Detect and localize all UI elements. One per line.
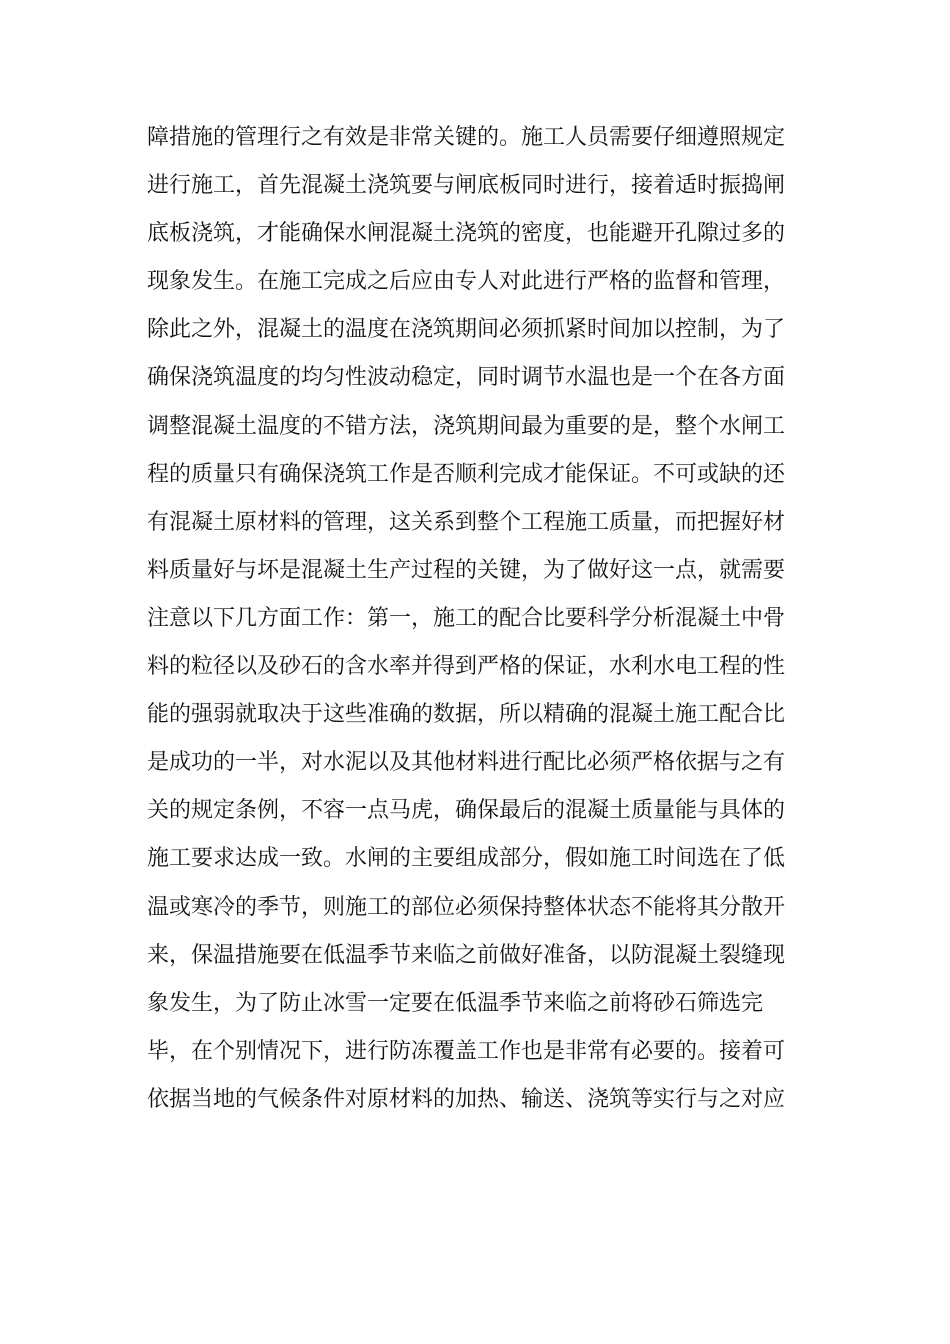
- text-line: 现象发生。在施工完成之后应由专人对此进行严格的监督和管理，: [147, 269, 786, 295]
- text-line: 是成功的一半，对水泥以及其他材料进行配比必须严格依据与之有: [147, 750, 786, 776]
- text-line: 除此之外，混凝土的温度在浇筑期间必须抓紧时间加以控制，为了: [147, 317, 786, 343]
- text-line: 进行施工，首先混凝土浇筑要与闸底板同时进行，接着适时振捣闸: [147, 173, 786, 199]
- text-line: 障措施的管理行之有效是非常关键的。施工人员需要仔细遵照规定: [147, 125, 786, 150]
- text-line: 温或寒冷的季节，则施工的部位必须保持整体状态不能将其分散开: [147, 894, 786, 920]
- text-line: 程的质量只有确保浇筑工作是否顺利完成才能保证。不可或缺的还: [147, 461, 786, 487]
- text-line: 确保浇筑温度的均匀性波动稳定，同时调节水温也是一个在各方面: [147, 365, 786, 391]
- text-line: 料质量好与坏是混凝土生产过程的关键，为了做好这一点，就需要: [147, 557, 786, 583]
- body-text: [147, 114, 807, 1124]
- text-line: 调整混凝土温度的不错方法，浇筑期间最为重要的是，整个水闸工: [147, 413, 786, 439]
- text-line: 依据当地的气候条件对原材料的加热、输送、浇筑等实行与之对应: [147, 1086, 786, 1112]
- text-line: 能的强弱就取决于这些准确的数据，所以精确的混凝土施工配合比: [147, 702, 786, 728]
- text-line: 底板浇筑，才能确保水闸混凝土浇筑的密度，也能避开孔隙过多的: [147, 221, 786, 247]
- text-line: 施工要求达成一致。水闸的主要组成部分，假如施工时间选在了低: [147, 846, 786, 872]
- text-line: 料的粒径以及砂石的含水率并得到严格的保证，水利水电工程的性: [147, 654, 786, 680]
- text-line: 来，保温措施要在低温季节来临之前做好准备，以防混凝土裂缝现: [147, 942, 786, 968]
- text-line: 象发生，为了防止冰雪一定要在低温季节来临之前将砂石筛选完: [147, 990, 764, 1016]
- text-line: 注意以下几方面工作：第一，施工的配合比要科学分析混凝土中骨: [147, 605, 786, 631]
- text-line: 毕，在个别情况下，进行防冻覆盖工作也是非常有必要的。接着可: [147, 1038, 786, 1064]
- text-line: 关的规定条例，不容一点马虎，确保最后的混凝土质量能与具体的: [147, 798, 786, 824]
- text-line: 有混凝土原材料的管理，这关系到整个工程施工质量，而把握好材: [147, 509, 786, 535]
